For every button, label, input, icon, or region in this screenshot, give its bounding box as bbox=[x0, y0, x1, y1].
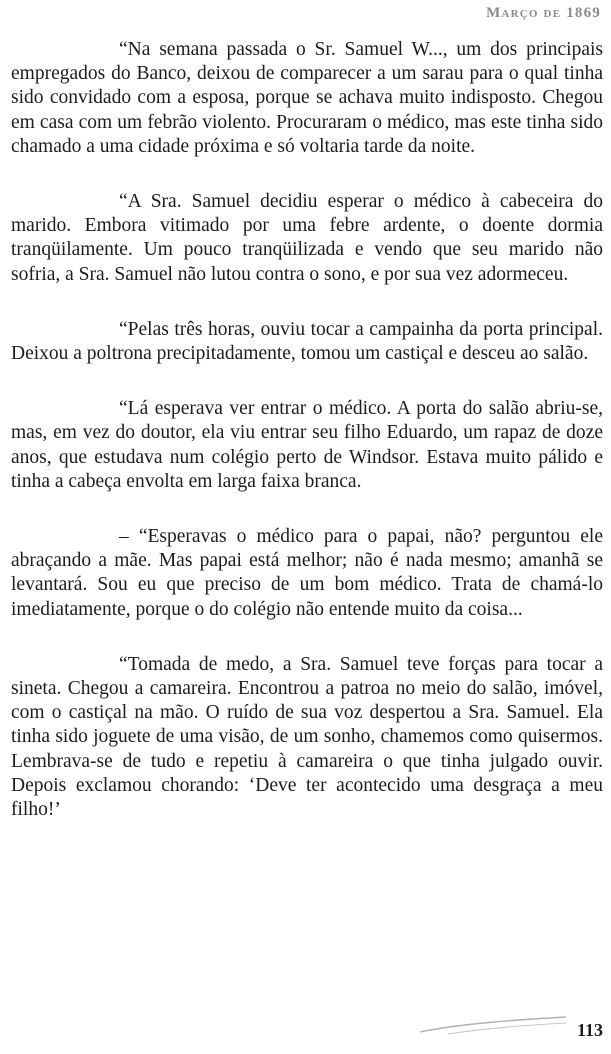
paragraph-1: “Na semana passada o Sr. Samuel W..., um dos principais empregados do Banco, deixou de comparecer a um sarau para o qual tinha sido convidado com a esposa, porque se achava muito indisposto. Chegou em casa com um febrão violento. Procuraram o médico, mas este tinha sido chamado a uma cidade próxima e só voltaria tarde da noite. bbox=[11, 39, 603, 157]
body-text bbox=[11, 38, 603, 822]
page-number: 113 bbox=[576, 1020, 603, 1040]
running-header: Março de 1869 bbox=[486, 5, 601, 21]
footer-swoosh-ornament bbox=[418, 1014, 568, 1036]
paragraph-6: “Tomada de medo, a Sra. Samuel teve forças para tocar a sineta. Chegou a camareira. Encontrou a patroa no meio do salão, imóvel, com o castiçal na mão. O ruído de sua voz despertou a Sra. Samuel. Ela tinha sido joguete de uma visão, de um sonho, chamemos como quisermos. Lembrava-se de tudo e repetiu à camareira o que tinha julgado ouvir. Depois exclamou chorando: ‘Deve ter acontecido uma desgraça a meu filho!’ bbox=[11, 653, 603, 821]
paragraph-5: – “Esperavas o médico para o papai, não? perguntou ele abraçando a mãe. Mas papai está melhor; não é nada mesmo; amanhã se levantará. Sou eu que preciso de um bom médico. Trata de chamá-lo imediatamente, porque o do colégio não entende muito da coisa... bbox=[11, 526, 603, 620]
paragraph-4: “Lá esperava ver entrar o médico. A porta do salão abriu-se, mas, em vez do doutor, ela viu entrar seu filho Eduardo, um rapaz de doze anos, que estudava num colégio perto de Windsor. Estava muito pálido e tinha a cabeça envolta em larga faixa branca. bbox=[11, 398, 603, 492]
paragraph-3: “Pelas três horas, ouviu tocar a campainha da porta principal. Deixou a poltrona precipitadamente, tomou um castiçal e desceu ao salão. bbox=[11, 318, 603, 365]
paragraph-2: “A Sra. Samuel decidiu esperar o médico à cabeceira do marido. Embora vitimado por uma febre ardente, o doente dormia tranqüilamente. Um pouco tranqüilizada e vendo que seu marido não sofria, a Sra. Samuel não lutou contra o sono, e por sua vez adormeceu. bbox=[11, 191, 603, 285]
